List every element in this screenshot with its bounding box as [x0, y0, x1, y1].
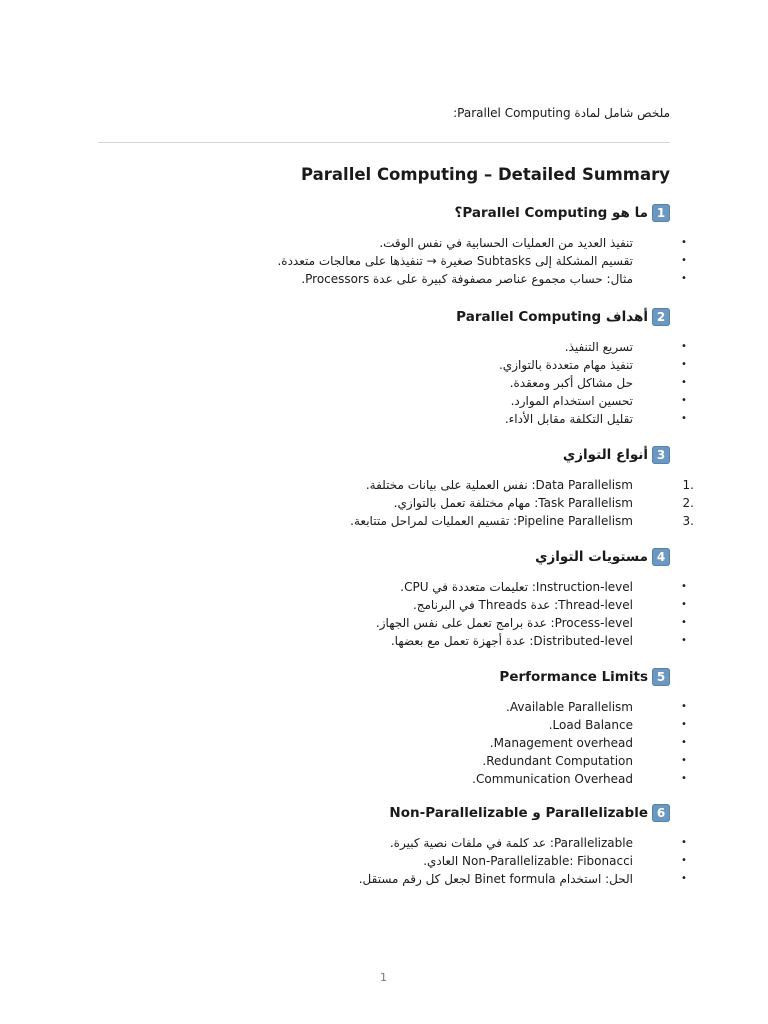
- list-item: [98, 770, 687, 788]
- section-2: [98, 306, 687, 428]
- list-item-text: مثال: حساب مجموع عناصر مصفوفة كبيرة على عدة Processors.: [301, 272, 633, 286]
- list-number: 3.: [682, 514, 694, 528]
- intro-text: ملخص شامل لمادة Parallel Computing:: [453, 106, 670, 120]
- list-item-text: Distributed-level: عدة أجهزة تعمل مع بعضها.: [390, 634, 633, 648]
- list-item: [98, 870, 687, 888]
- bullet-icon: •: [681, 413, 687, 424]
- list-item: [98, 578, 687, 596]
- list-item: [98, 476, 694, 494]
- section-heading: [98, 802, 670, 824]
- section-1: [98, 202, 687, 288]
- list-item: [98, 410, 687, 428]
- list-item: [98, 614, 687, 632]
- number-badge-icon: 1: [652, 204, 670, 222]
- list-item: [98, 270, 687, 288]
- section-title: أنواع التوازي: [562, 447, 648, 463]
- bullet-icon: •: [681, 341, 687, 352]
- horizontal-divider: [98, 142, 670, 143]
- number-badge-icon: 6: [652, 804, 670, 822]
- list-item: [98, 698, 687, 716]
- list-item-text: تحسين استخدام الموارد.: [510, 394, 633, 408]
- section-6: [98, 802, 687, 888]
- list-item-text: تسريع التنفيذ.: [564, 340, 633, 354]
- list-item: [98, 374, 687, 392]
- number-badge-icon: 5: [652, 668, 670, 686]
- number-badge-icon: 2: [652, 308, 670, 326]
- list-item-text: تقليل التكلفة مقابل الأداء.: [504, 412, 633, 426]
- bullet-icon: •: [681, 377, 687, 388]
- list-item-text: Task Parallelism: مهام مختلفة تعمل بالتوازي.: [393, 496, 633, 510]
- section-title: أهداف Parallel Computing: [456, 309, 648, 325]
- document-title: Parallel Computing – Detailed Summary: [300, 165, 670, 184]
- bullet-icon: •: [681, 701, 687, 712]
- list-number: 2.: [682, 496, 694, 510]
- list-item: [98, 512, 694, 530]
- section-list: [98, 834, 687, 888]
- list-item-text: الحل: استخدام Binet formula لجعل كل رقم مستقل.: [358, 872, 633, 886]
- bullet-icon: •: [681, 581, 687, 592]
- section-3: [98, 444, 694, 530]
- list-item: [98, 494, 694, 512]
- bullet-icon: •: [681, 837, 687, 848]
- section-title: Performance Limits: [499, 669, 648, 685]
- list-item-text: تنفيذ العديد من العمليات الحسابية في نفس الوقت.: [379, 236, 633, 250]
- bullet-icon: •: [681, 395, 687, 406]
- list-item: [98, 834, 687, 852]
- page-number: 1: [380, 971, 387, 984]
- list-item-text: Communication Overhead.: [472, 772, 633, 786]
- list-item: [98, 338, 687, 356]
- bullet-icon: •: [681, 359, 687, 370]
- section-heading: [98, 444, 670, 466]
- list-item: [98, 252, 687, 270]
- number-badge-icon: 3: [652, 446, 670, 464]
- list-item-text: Data Parallelism: نفس العملية على بيانات مختلفة.: [365, 478, 633, 492]
- list-item: [98, 734, 687, 752]
- section-title: Non-Parallelizable و Parallelizable: [389, 805, 648, 821]
- section-list: [98, 698, 687, 788]
- list-item-text: Redundant Computation.: [482, 754, 633, 768]
- bullet-icon: •: [681, 737, 687, 748]
- list-item-text: حل مشاكل أكبر ومعقدة.: [509, 376, 633, 390]
- list-item: [98, 392, 687, 410]
- section-list: [98, 578, 687, 650]
- bullet-icon: •: [681, 255, 687, 266]
- bullet-icon: •: [681, 873, 687, 884]
- section-heading: [98, 306, 670, 328]
- bullet-icon: •: [681, 599, 687, 610]
- bullet-icon: •: [681, 855, 687, 866]
- bullet-icon: •: [681, 719, 687, 730]
- bullet-icon: •: [681, 273, 687, 284]
- section-4: [98, 546, 687, 650]
- list-item-text: Parallelizable: عد كلمة في ملفات نصية كبيرة.: [389, 836, 633, 850]
- section-title: مستويات التوازي: [535, 549, 648, 565]
- list-item-text: تنفيذ مهام متعددة بالتوازي.: [498, 358, 633, 372]
- section-5: [98, 666, 687, 788]
- section-title: ما هو Parallel Computing؟: [454, 205, 648, 221]
- section-heading: [98, 546, 670, 568]
- bullet-icon: •: [681, 617, 687, 628]
- bullet-icon: •: [681, 237, 687, 248]
- section-heading: [98, 202, 670, 224]
- list-item-text: Instruction-level: تعليمات متعددة في CPU.: [400, 580, 633, 594]
- list-item-text: Process-level: عدة برامج تعمل على نفس الجهاز.: [375, 616, 633, 630]
- list-item-text: تقسيم المشكلة إلى Subtasks صغيرة → تنفيذها على معالجات متعددة.: [277, 254, 633, 268]
- list-item-text: Pipeline Parallelism: تقسيم العمليات لمراحل متتابعة.: [350, 514, 633, 528]
- bullet-icon: •: [681, 635, 687, 646]
- list-item: [98, 716, 687, 734]
- list-item: [98, 852, 687, 870]
- section-list: [98, 234, 687, 288]
- list-item: [98, 356, 687, 374]
- bullet-icon: •: [681, 755, 687, 766]
- bullet-icon: •: [681, 773, 687, 784]
- section-list: [98, 476, 694, 530]
- list-item-text: Available Parallelism.: [506, 700, 633, 714]
- list-item: [98, 752, 687, 770]
- number-badge-icon: 4: [652, 548, 670, 566]
- list-item: [98, 596, 687, 614]
- list-item-text: Thread-level: عدة Threads في البرنامج.: [412, 598, 633, 612]
- list-item-text: Management overhead.: [489, 736, 633, 750]
- list-item: [98, 234, 687, 252]
- list-item-text: Non-Parallelizable: Fibonacci العادي.: [423, 854, 633, 868]
- list-item-text: Load Balance.: [548, 718, 633, 732]
- section-list: [98, 338, 687, 428]
- document-page: [98, 0, 694, 1024]
- section-heading: [98, 666, 670, 688]
- list-item: [98, 632, 687, 650]
- list-number: 1.: [682, 478, 694, 492]
